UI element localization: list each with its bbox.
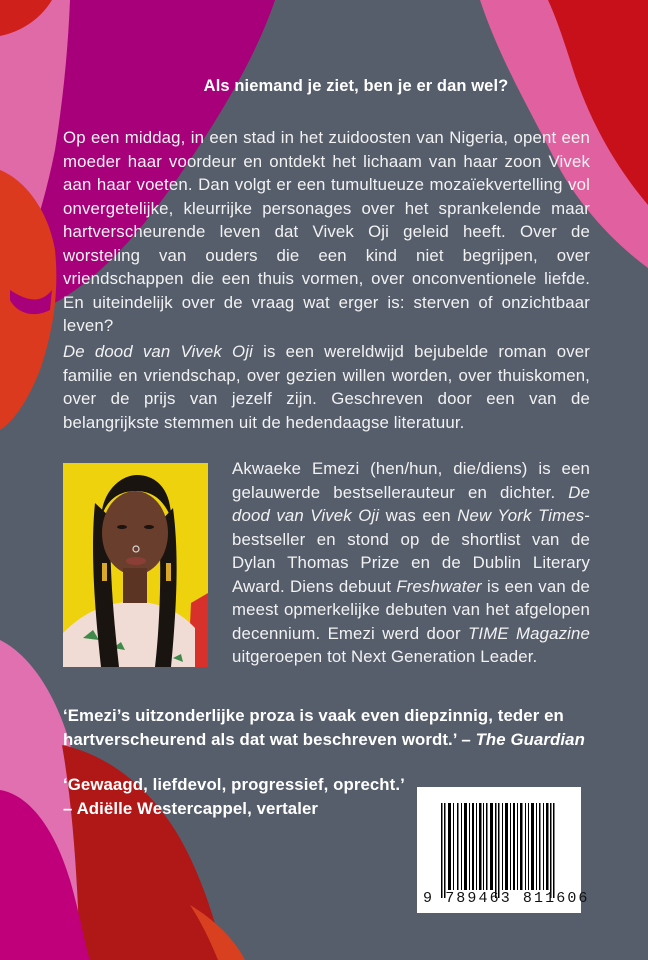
bio-text: is een van de meest opmerkelijke debuten van het afgelopen decennium. Emezi werd door: [232, 576, 590, 643]
portrait-image: [63, 463, 208, 667]
blurb-paragraph-2-text: is een wereldwijd bejubelde roman over familie en vriendschap, over gezien willen worden, over thuiskomen, over de prijs van jezelf zijn. Geschreven door een van de belangrijkste stemmen uit de hedendaagse literatuur.: [63, 342, 590, 432]
bio-newspaper: New York Times: [457, 506, 585, 525]
bio-text: was een: [379, 506, 458, 525]
blurb-paragraph-2: [63, 340, 590, 434]
bio-text: -bestseller en stond op de shortlist van de Dylan Thomas Prize en de Dublin Literary Award. Diens debuut: [232, 506, 590, 596]
isbn-barcode: [417, 787, 590, 913]
bio-debut-title: Freshwater: [396, 576, 482, 596]
quote-source: The Guardian: [475, 730, 585, 749]
review-quote-guardian: [63, 704, 623, 752]
quote-source: – Adiëlle Westercappel, vertaler: [63, 799, 319, 818]
quote-text: ‘Emezi’s uitzonderlijke proza is vaak even diepzinnig, teder en hartverscheurend als dat wat beschreven wordt.’ –: [63, 706, 564, 749]
bio-text: uitgeroepen tot Next Generation Leader.: [232, 647, 538, 666]
blurb-paragraph-1: Op een middag, in een stad in het zuidoosten van Nigeria, opent een moeder haar voordeur en ontdekt het lichaam van haar zoon Vivek aan haar voeten. Dan volgt er een tumultueuze mozaïekvertelling vol onvergetelijke, kleurrijke personages over het sprankelende maar hartverscheurende leven dat Vivek Oji geleid heeft. Over de worsteling van ouders die een kind niet begrijpen, over vriendschappen die een thuis vormen, over onconventionele liefde. En uiteindelijk over de vraag wat erger is: sterven of onzichtbaar leven?: [63, 128, 590, 335]
book-title: De dood van Vivek Oji: [63, 342, 254, 361]
author-bio: [232, 457, 590, 669]
quote-text: ‘Gewaagd, liefdevol, progressief, oprecht.’: [63, 775, 405, 794]
tagline-heading: Als niemand je ziet, ben je er dan wel?: [203, 77, 509, 95]
author-photo: [63, 463, 208, 667]
bio-book-title: De dood van Vivek Oji: [232, 482, 590, 525]
bio-magazine: TIME Magazine: [468, 623, 590, 643]
isbn-number: 9 789463 811606: [423, 890, 590, 907]
bio-text: Akwaeke Emezi (hen/hun, die/diens) is een gelauwerde bestsellerauteur en dichter.: [232, 459, 590, 502]
